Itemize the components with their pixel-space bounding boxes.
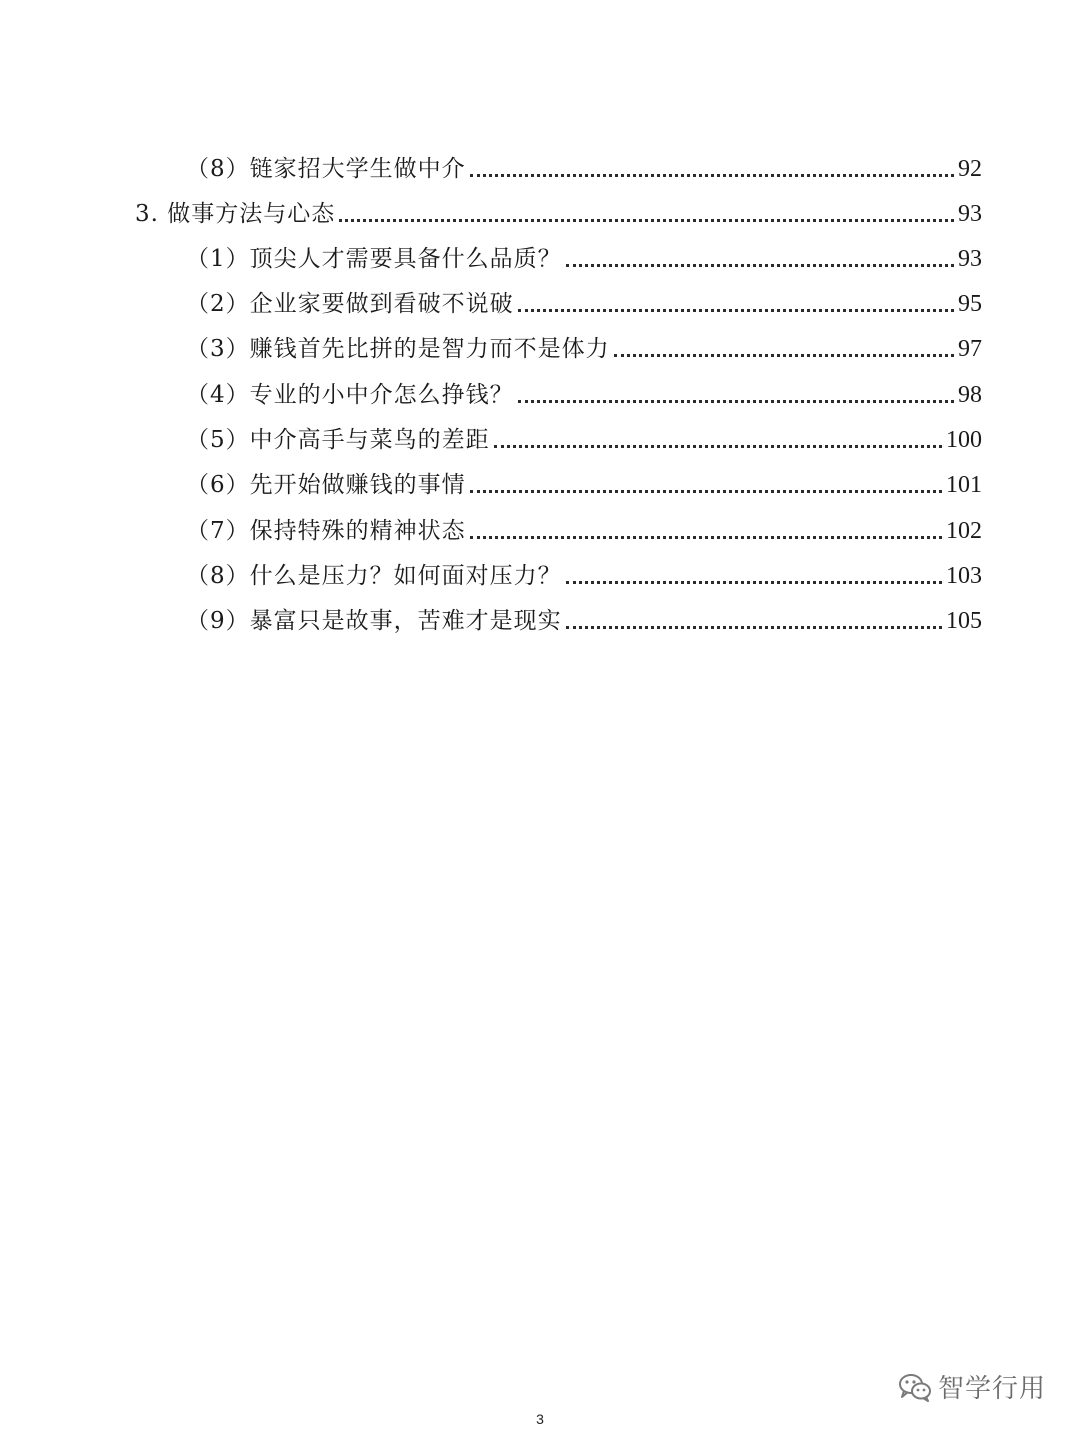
toc-page-number: 102 — [946, 518, 982, 544]
wechat-icon — [898, 1372, 932, 1402]
dot-leader — [614, 354, 954, 357]
watermark — [898, 1368, 1046, 1405]
toc-page-number: 93 — [958, 246, 982, 272]
toc-entry-title: （5）中介高手与菜鸟的差距 — [186, 427, 490, 453]
dot-leader — [470, 536, 942, 539]
toc-entry — [186, 468, 982, 502]
toc-page-number: 93 — [958, 201, 982, 227]
toc-page-number: 97 — [958, 336, 982, 362]
toc-entry — [186, 378, 982, 412]
toc-entry-title: （2）企业家要做到看破不说破 — [186, 291, 514, 317]
dot-leader — [566, 626, 942, 629]
toc-entry — [186, 242, 982, 276]
toc-page-number: 95 — [958, 291, 982, 317]
dot-leader — [518, 309, 954, 312]
toc-page-number: 103 — [946, 563, 982, 589]
toc-page-number: 98 — [958, 382, 982, 408]
toc-entry — [186, 423, 982, 457]
dot-leader — [339, 219, 954, 222]
toc-entry-title: （8）什么是压力？如何面对压力？ — [186, 563, 562, 589]
dot-leader — [470, 490, 942, 493]
toc-entry — [186, 604, 982, 638]
toc-page-number: 101 — [946, 472, 982, 498]
dot-leader — [494, 445, 942, 448]
toc-entry-title: （7）保持特殊的精神状态 — [186, 518, 466, 544]
toc-entry — [186, 332, 982, 366]
page-number: 3 — [536, 1411, 544, 1427]
toc-page-number: 105 — [946, 608, 982, 634]
toc-entry-title: （9）暴富只是故事，苦难才是现实 — [186, 608, 562, 634]
toc-entry-title: （6）先开始做赚钱的事情 — [186, 472, 466, 498]
toc-entry-title: （4）专业的小中介怎么挣钱？ — [186, 382, 514, 408]
dot-leader — [518, 400, 954, 403]
dot-leader — [566, 264, 954, 267]
dot-leader — [566, 581, 942, 584]
toc-entry — [186, 559, 982, 593]
toc-entry-title: （8）链家招大学生做中介 — [186, 156, 466, 182]
toc-page-number: 100 — [946, 427, 982, 453]
toc-entry — [186, 287, 982, 321]
dot-leader — [470, 174, 954, 177]
toc-entry-title: （3）赚钱首先比拼的是智力而不是体力 — [186, 336, 610, 362]
toc-page-number: 92 — [958, 156, 982, 182]
toc-entry — [186, 514, 982, 548]
toc-section-heading — [135, 197, 982, 231]
watermark-text: 智学行用 — [938, 1374, 1047, 1404]
toc-entry-title: 3. 做事方法与心态 — [135, 201, 336, 227]
toc-entry — [186, 152, 982, 186]
toc-entry-title: （1）顶尖人才需要具备什么品质？ — [186, 246, 562, 272]
